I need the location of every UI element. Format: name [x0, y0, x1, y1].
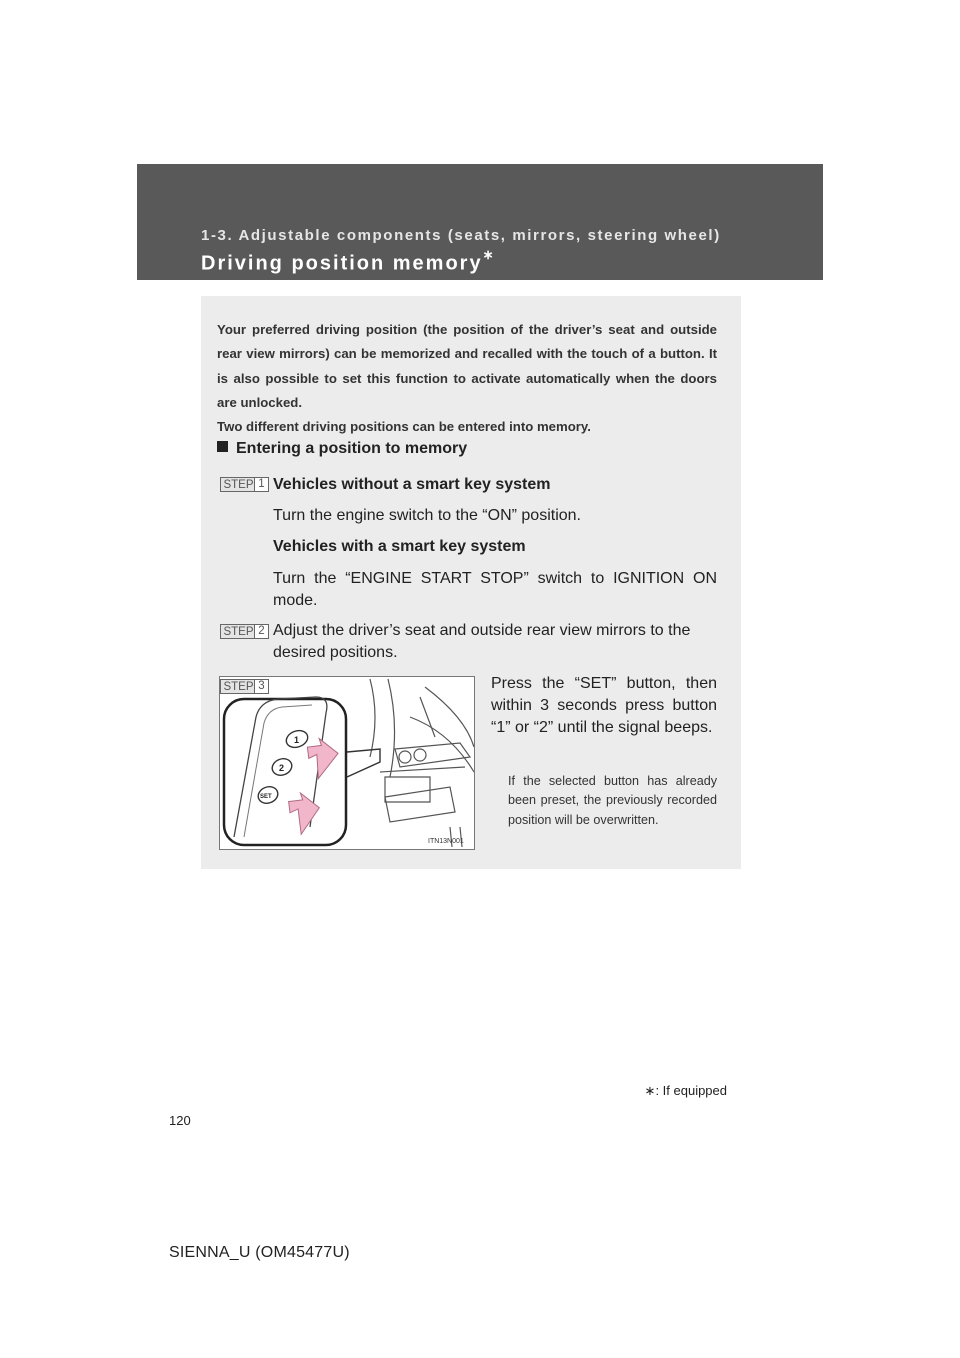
step-1-badge — [220, 477, 269, 492]
button-1-label: 1 — [294, 735, 300, 745]
step-number: 1 — [254, 478, 268, 491]
step-3-text: Press the “SET” button, then within 3 seconds press button “1” or “2” until the signal beeps. — [491, 675, 717, 736]
step-1-heading-a: Vehicles without a smart key system — [273, 476, 551, 493]
step-2-text: Adjust the driver’s seat and outside rear view mirrors to the desired positions. — [273, 622, 691, 661]
square-bullet-icon — [217, 441, 228, 452]
equipped-footnote: ∗: If equipped — [644, 1083, 727, 1098]
document-code: SIENNA_U (OM45477U) — [169, 1244, 350, 1261]
step-1-text-a: Turn the engine switch to the “ON” position. — [273, 507, 581, 524]
step-3-badge — [220, 679, 269, 694]
page-title-text: Driving position memory — [201, 252, 483, 275]
button-2-label: 2 — [279, 763, 285, 773]
step-1-heading-b: Vehicles with a smart key system — [273, 538, 526, 555]
subheading-text: Entering a position to memory — [236, 440, 468, 457]
page-number: 120 — [169, 1113, 191, 1128]
intro-text — [217, 318, 717, 439]
step-1-text-b: Turn the “ENGINE START STOP” switch to IGNITION ON mode. — [273, 570, 717, 609]
step-word: STEP — [223, 479, 254, 491]
step-2-badge — [220, 624, 269, 639]
intro-paragraph: Your preferred driving position (the position of the driver’s seat and outside rear view mirrors) can be memorized and recalled with the touch of a button. It is also possible to set this function to activate automatically when the doors are unlocked. — [217, 322, 717, 410]
subheading — [217, 440, 467, 458]
page-title — [201, 247, 494, 276]
step-number: 3 — [254, 680, 268, 693]
chapter-header — [137, 164, 823, 280]
content-box — [201, 296, 741, 869]
set-button-label: SET — [260, 794, 272, 800]
intro-paragraph-2: Two different driving positions can be entered into memory. — [217, 419, 591, 435]
step-word: STEP — [223, 681, 254, 693]
memory-buttons-drawing — [220, 677, 474, 849]
step-number: 2 — [254, 625, 268, 638]
step-word: STEP — [223, 626, 254, 638]
figure-code: ITN13N001 — [428, 838, 464, 845]
memory-buttons-illustration — [219, 676, 475, 850]
section-title: 1-3. Adjustable components (seats, mirrors, steering wheel) — [201, 227, 721, 244]
step-3-note: If the selected button has already been preset, the previously recorded position will be overwritten. — [508, 774, 717, 827]
equipped-asterisk: ∗ — [482, 247, 494, 262]
